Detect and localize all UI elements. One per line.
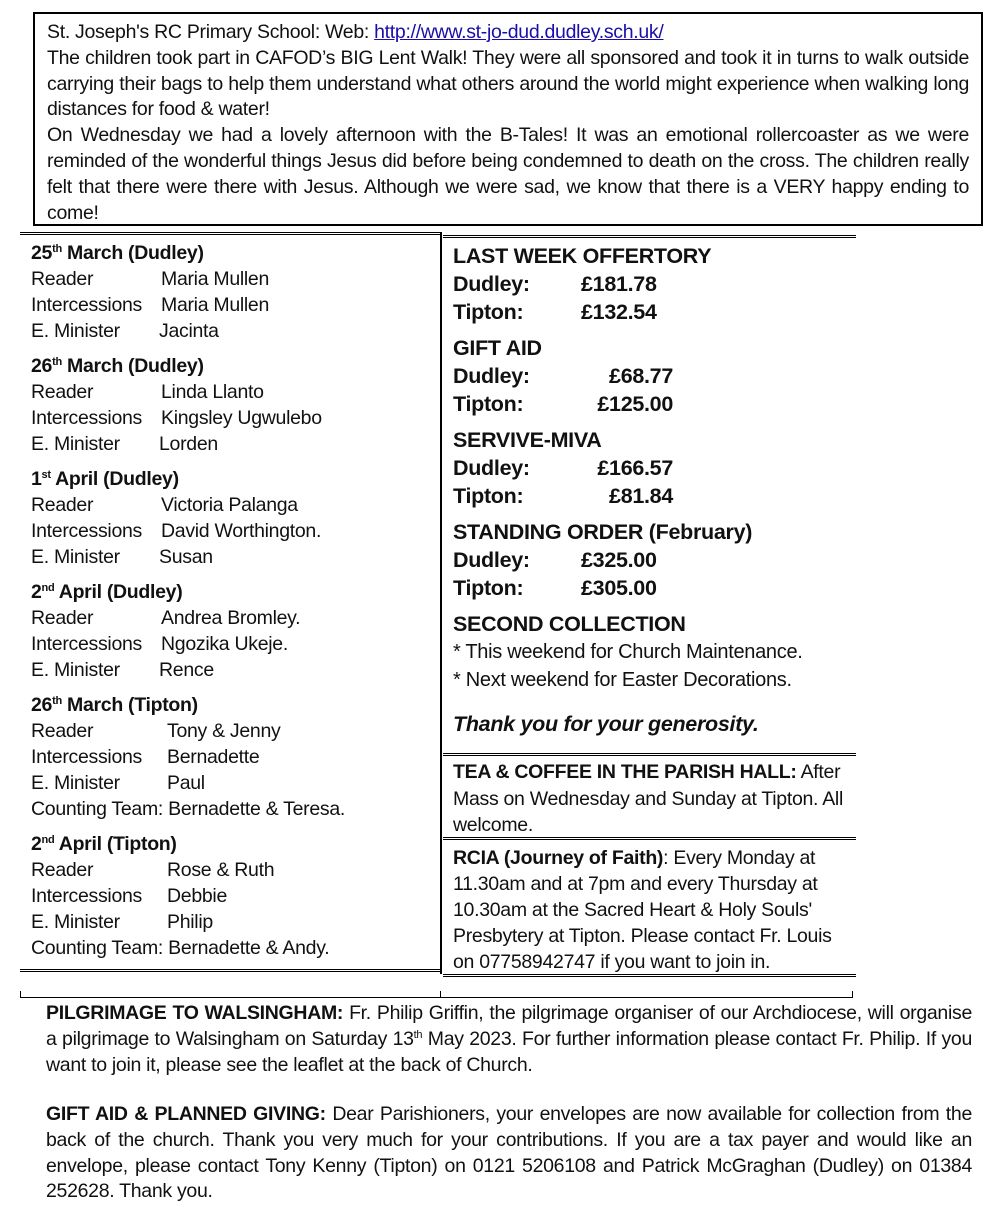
servive-title: SERVIVE-MIVA (453, 428, 602, 452)
rota-day-suffix: th (52, 243, 62, 255)
school-news-box (33, 12, 983, 226)
offertory-dudley-amount: £181.78 (581, 272, 657, 296)
servive-dudley-label: Dudley: (453, 456, 530, 480)
rota-day: 25 (31, 242, 53, 264)
rota-day-suffix: nd (41, 582, 55, 594)
offertory-tipton-label: Tipton: (453, 300, 524, 324)
school-website-link[interactable]: http://www.st-jo-dud.dudley.sch.uk/ (374, 21, 664, 43)
rota-day: 26 (31, 694, 53, 716)
pilgrimage-date-suffix: th (413, 1028, 423, 1041)
rota-row (31, 605, 440, 631)
rota-person: Jacinta (159, 320, 219, 342)
rota-date-rest: April (Dudley) (50, 468, 179, 490)
rota-row (31, 405, 440, 431)
gift-aid-title: GIFT AID (453, 336, 542, 360)
offertory-tipton-row (453, 298, 856, 326)
rota-date-heading (31, 353, 440, 379)
section-bracket (20, 991, 853, 998)
rota-person: Debbie (167, 885, 227, 907)
offertory-tipton-amount: £132.54 (581, 300, 657, 324)
rcia-notice (443, 837, 856, 977)
rota-date-rest: April (Tipton) (54, 833, 177, 855)
rota-block (31, 466, 440, 570)
servive-tipton-amount: £81.84 (609, 484, 673, 508)
rota-row (31, 431, 440, 457)
second-collection-title: SECOND COLLECTION (453, 612, 686, 636)
ministry-rota (20, 232, 440, 972)
rota-role: E. Minister (31, 320, 120, 342)
rota-person: Andrea Bromley. (161, 607, 301, 629)
rota-row (31, 631, 440, 657)
rota-row (31, 857, 440, 883)
rota-row (31, 544, 440, 570)
rota-person: Rose & Ruth (167, 859, 275, 881)
rota-role: E. Minister (31, 546, 120, 568)
rota-block (31, 692, 440, 822)
rota-date-rest: April (Dudley) (54, 581, 183, 603)
rota-day-suffix: st (41, 469, 51, 481)
rota-row (31, 266, 440, 292)
rota-date-rest: March (Dudley) (61, 242, 204, 264)
rota-role: Reader (31, 494, 94, 516)
gift-aid-tipton-label: Tipton: (453, 392, 524, 416)
rota-date-rest: March (Dudley) (61, 355, 204, 377)
rota-person: Paul (167, 772, 205, 794)
servive-dudley-row (453, 454, 856, 482)
servive-tipton-row (453, 482, 856, 510)
rota-person: Kingsley Ugwulebo (161, 407, 322, 429)
standing-dudley-row (453, 546, 856, 574)
school-paragraph-1: The children took part in CAFOD’s BIG Lent Walk! They were all sponsored and took it in turns to walk outside carrying their bags to help them understand what others around the world might experience when walking long distances for food & water! (47, 46, 969, 121)
standing-tipton-amount: £305.00 (581, 576, 657, 600)
pilgrimage-body-1: Fr. Philip Griffin, the pilgrimage organiser of our Archdiocese, will organise a pilgrimage to Walsingham on Saturday 13 (46, 1002, 972, 1050)
rota-row (31, 718, 440, 744)
servive-tipton-label: Tipton: (453, 484, 524, 508)
rcia-body: : Every Monday at 11.30am and at 7pm and every Thursday at 10.30am at the Sacred Heart & Holy Souls' Presbytery at Tipton. Please contact Fr. Louis on 07758942747 if you want to join in. (453, 847, 832, 973)
gift-aid-notice (46, 1102, 972, 1205)
standing-dudley-label: Dudley: (453, 548, 530, 572)
rota-date-heading (31, 240, 440, 266)
rota-role: E. Minister (31, 772, 120, 794)
rota-role: Intercessions (31, 294, 142, 316)
section-bracket-tick (440, 991, 441, 998)
rota-role: Intercessions (31, 407, 142, 429)
rota-person: Linda Llanto (161, 381, 264, 403)
standing-dudley-amount: £325.00 (581, 548, 657, 572)
rota-person: David Worthington. (161, 520, 322, 542)
rota-day: 2 (31, 833, 42, 855)
rota-role: Reader (31, 859, 94, 881)
offertory-dudley-label: Dudley: (453, 272, 530, 296)
rota-date-heading (31, 579, 440, 605)
rota-day: 26 (31, 355, 53, 377)
offertory-panel (443, 235, 856, 753)
rota-role: Reader (31, 381, 94, 403)
rota-role: Reader (31, 268, 94, 290)
rota-person: Philip (167, 911, 213, 933)
second-collection-line-1: * This weekend for Church Maintenance. (453, 641, 803, 663)
rota-person: Lorden (159, 433, 218, 455)
school-heading-line (47, 20, 969, 46)
rota-person: Maria Mullen (161, 294, 270, 316)
rota-row (31, 292, 440, 318)
rota-person: Maria Mullen (161, 268, 270, 290)
rota-row (31, 657, 440, 683)
tea-coffee-body: After Mass on Wednesday and Sunday at Tipton. All welcome. (453, 761, 843, 836)
rota-block (31, 831, 440, 961)
rota-date-heading (31, 692, 440, 718)
column-divider (440, 232, 442, 974)
school-name: St. Joseph's RC Primary School: Web: (47, 21, 375, 43)
school-paragraph-2: On Wednesday we had a lovely afternoon with the B-Tales! It was an emotional rollercoaster as we were reminded of the wonderful things Jesus did before being condemned to death on the cross. The children really felt that there were there with Jesus. Although we were sad, we know that there is a VERY happy ending to come! (47, 124, 969, 224)
rota-row (31, 318, 440, 344)
gift-aid-notice-body: Dear Parishioners, your envelopes are now available for collection from the back of the church. Thank you very much for your contributions. If you are a tax payer and would like an envelope, please contact Tony Kenny (Tipton) on 0121 5206108 and Patrick McGraghan (Dudley) on 01384 252628. Thank you. (46, 1103, 972, 1203)
rota-day-suffix: th (52, 695, 62, 707)
rota-role: E. Minister (31, 659, 120, 681)
offertory-dudley-row (453, 270, 856, 298)
thank-you-text: Thank you for your generosity. (453, 712, 759, 736)
rota-date-heading (31, 831, 440, 857)
rcia-title: RCIA (Journey of Faith) (453, 847, 664, 869)
rota-day: 1 (31, 468, 42, 490)
standing-tipton-row (453, 574, 856, 602)
rota-person: Ngozika Ukeje. (161, 633, 288, 655)
gift-aid-tipton-row (453, 390, 856, 418)
rota-person: Rence (159, 659, 214, 681)
rota-row (31, 518, 440, 544)
gift-aid-dudley-amount: £68.77 (609, 364, 673, 388)
rota-day-suffix: th (52, 356, 62, 368)
rota-date-heading (31, 466, 440, 492)
gift-aid-dudley-row (453, 362, 856, 390)
rota-person: Bernadette (167, 746, 260, 768)
rota-role: E. Minister (31, 911, 120, 933)
rota-role: Reader (31, 720, 94, 742)
rota-person: Susan (159, 546, 213, 568)
gift-aid-tipton-amount: £125.00 (597, 392, 673, 416)
rota-block (31, 240, 440, 344)
second-collection-line-2: * Next weekend for Easter Decorations. (453, 669, 792, 691)
rota-block (31, 579, 440, 683)
rota-block (31, 353, 440, 457)
rota-person: Tony & Jenny (167, 720, 281, 742)
rota-role: Intercessions (31, 633, 142, 655)
offertory-title: LAST WEEK OFFERTORY (453, 244, 712, 268)
rota-role: Intercessions (31, 746, 142, 768)
rota-day-suffix: nd (41, 834, 55, 846)
gift-aid-dudley-label: Dudley: (453, 364, 530, 388)
rota-row (31, 744, 440, 770)
rota-role: Intercessions (31, 520, 142, 542)
tea-coffee-notice (443, 753, 856, 837)
rota-date-rest: March (Tipton) (61, 694, 198, 716)
counting-team-note: Counting Team: Bernadette & Andy. (31, 937, 330, 959)
rota-row (31, 883, 440, 909)
rota-person: Victoria Palanga (161, 494, 298, 516)
servive-dudley-amount: £166.57 (597, 456, 673, 480)
rota-role: Reader (31, 607, 94, 629)
pilgrimage-body-2: May 2023. For further information please contact Fr. Philip. If you want to join it, please see the leaflet at the back of Church. (46, 1027, 973, 1076)
standing-order-title: STANDING ORDER (February) (453, 520, 753, 544)
standing-tipton-label: Tipton: (453, 576, 524, 600)
rota-row (31, 909, 440, 935)
pilgrimage-title: PILGRIMAGE TO WALSINGHAM: (46, 1002, 344, 1024)
counting-team-note: Counting Team: Bernadette & Teresa. (31, 798, 345, 820)
gift-aid-notice-title: GIFT AID & PLANNED GIVING: (46, 1103, 326, 1125)
rota-role: Intercessions (31, 885, 142, 907)
rota-row (31, 492, 440, 518)
tea-coffee-title: TEA & COFFEE IN THE PARISH HALL: (453, 761, 797, 783)
rota-row (31, 379, 440, 405)
pilgrimage-notice (46, 1001, 972, 1078)
rota-day: 2 (31, 581, 42, 603)
rota-role: E. Minister (31, 433, 120, 455)
rota-row (31, 770, 440, 796)
